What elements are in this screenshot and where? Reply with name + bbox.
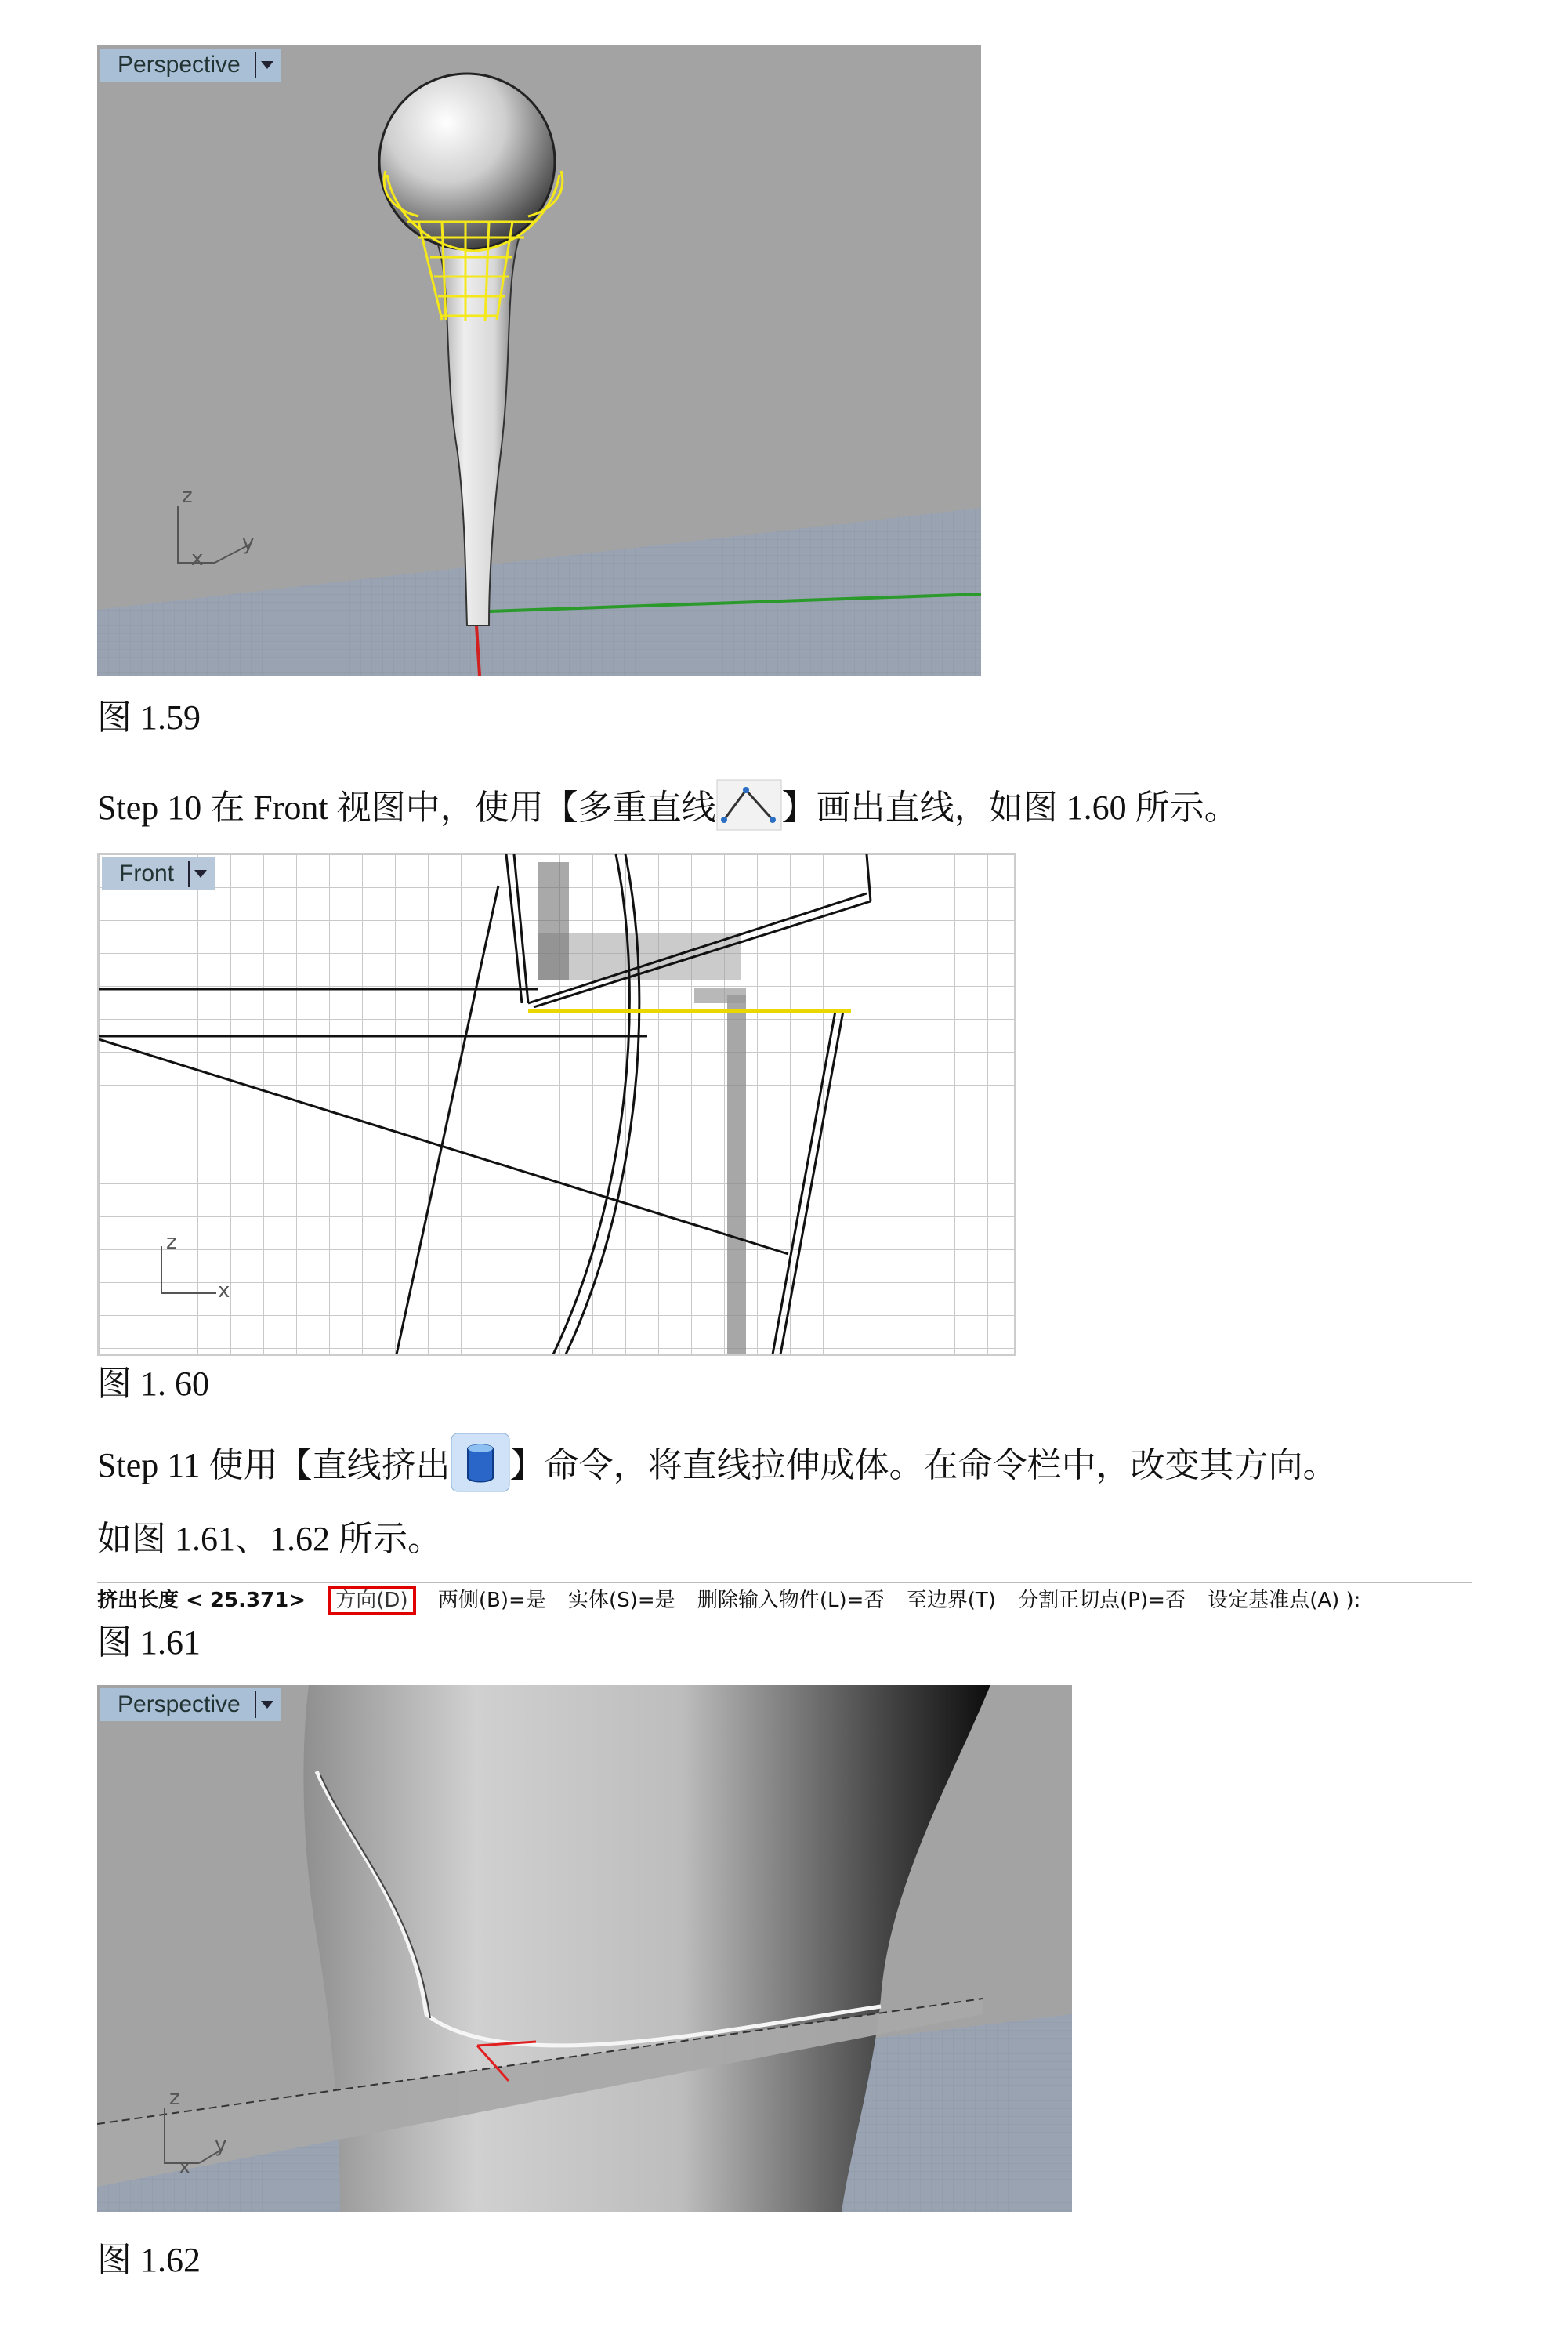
step-11-line2: 如图 1.61、1.62 所示。 <box>97 1520 442 1558</box>
viewport-label-2: Perspective <box>118 1691 241 1717</box>
polyline-icon <box>716 779 782 843</box>
viewport-label: Perspective <box>118 52 241 78</box>
axis-label-y: y <box>242 531 255 555</box>
command-prompt: 挤出长度 < 25.371> <box>97 1589 306 1612</box>
command-bar[interactable] <box>97 1582 1472 1618</box>
step-11-paragraph <box>97 1433 1338 1505</box>
viewport-title-tab-2[interactable] <box>100 1688 281 1721</box>
option-solid[interactable]: 实体(S)=是 <box>568 1589 675 1612</box>
axis-label-x-front: x <box>218 1279 230 1303</box>
caption-figure-1-61: 图 1.61 <box>97 1623 201 1662</box>
axis-label-x: x <box>191 547 204 571</box>
option-to-boundary[interactable]: 至边界(T) <box>906 1589 996 1612</box>
caption-figure-1-59: 图 1.59 <box>97 698 201 737</box>
caption-figure-1-62: 图 1.62 <box>97 2241 201 2279</box>
step-10-paragraph <box>97 779 1239 843</box>
viewport-title-tab-front[interactable] <box>102 857 215 890</box>
viewport-dropdown-icon-front[interactable] <box>188 861 207 887</box>
option-set-base-point[interactable]: 设定基准点(A) ): <box>1208 1589 1361 1612</box>
axis-label-z-front: z <box>166 1230 177 1254</box>
extrude-curve-icon <box>451 1433 510 1505</box>
front-scene <box>99 854 1014 1354</box>
perspective-scene-2 <box>97 1685 1072 2212</box>
caption-figure-1-60: 图 1. 60 <box>97 1365 209 1403</box>
axis-label-z-2: z <box>169 2086 180 2110</box>
option-split-tangent[interactable]: 分割正切点(P)=否 <box>1018 1589 1186 1612</box>
viewport-perspective-1[interactable] <box>97 45 981 676</box>
option-delete-input[interactable]: 删除输入物件(L)=否 <box>697 1589 885 1612</box>
viewport-label-front: Front <box>119 861 175 886</box>
option-direction[interactable]: 方向(D) <box>328 1586 415 1615</box>
step-10-suffix: 】画出直线，如图 1.60 所示。 <box>781 788 1239 828</box>
axis-label-y-2: y <box>215 2133 227 2157</box>
axis-label-z: z <box>182 484 193 508</box>
viewport-dropdown-icon[interactable] <box>255 52 273 78</box>
step-10-prefix: Step 10 在 Front 视图中，使用【多重直线 <box>97 788 716 828</box>
axis-label-x-2: x <box>179 2155 191 2179</box>
viewport-front[interactable] <box>97 853 1016 1356</box>
viewport-perspective-2[interactable] <box>97 1685 1072 2212</box>
step-11-suffix: 】命令，将直线拉伸成体。在命令栏中，改变其方向。 <box>509 1446 1338 1485</box>
perspective-scene-1 <box>97 45 981 676</box>
viewport-title-tab[interactable] <box>100 49 281 82</box>
viewport-dropdown-icon-2[interactable] <box>255 1691 273 1718</box>
option-both-sides[interactable]: 两侧(B)=是 <box>437 1589 546 1612</box>
step-11-prefix: Step 11 使用【直线挤出 <box>97 1446 451 1485</box>
